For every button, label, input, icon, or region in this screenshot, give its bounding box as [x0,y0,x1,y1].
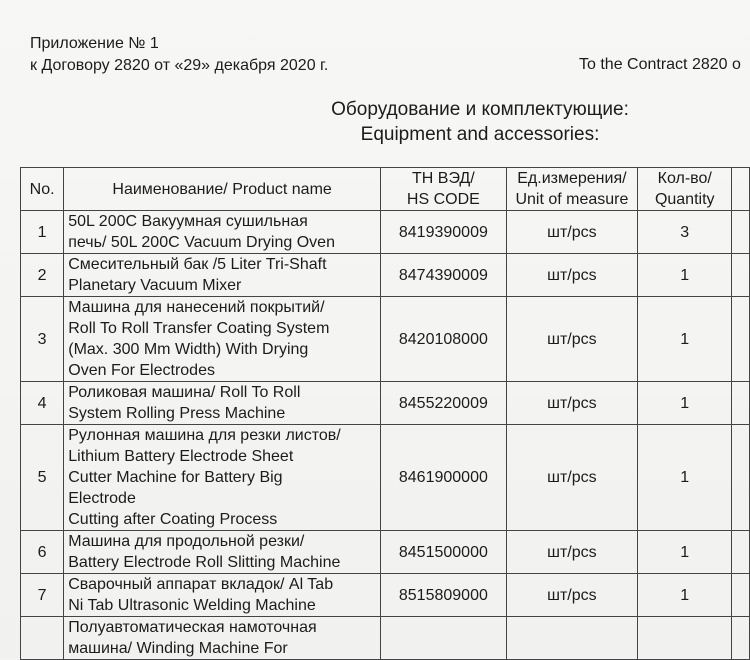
product-name-line: 50L 200C Вакуумная сушильная [68,213,308,230]
header-qty-line2: Quantity [654,191,715,208]
table-row [21,211,750,254]
product-name-line: Roll To Roll Transfer Coating System [68,320,330,337]
product-name [64,254,381,297]
header-extra [732,168,750,211]
extra-cell [732,531,750,574]
quantity: 3 [638,211,732,254]
table-body [21,211,750,660]
table-row [21,382,750,425]
table-row [21,254,750,297]
row-number: 5 [21,425,64,531]
header-hs-line2: HS CODE [406,191,480,208]
table-row [21,574,750,617]
extra-cell [732,617,750,660]
product-name-line: Lithium Battery Electrode Sheet [68,448,294,465]
hs-code: 8474390009 [380,254,506,297]
hs-code: 8455220009 [380,382,506,425]
unit-of-measure: шт/pcs [506,425,637,531]
extra-cell [732,297,750,382]
header-hs-code [380,168,506,211]
extra-cell [732,211,750,254]
quantity: 1 [638,574,732,617]
extra-cell [732,425,750,531]
quantity [638,617,732,660]
table-row [21,425,750,531]
header-quantity [638,168,732,211]
contract-reference: To the Contract 2820 o [579,56,741,73]
extra-cell [732,382,750,425]
unit-of-measure: шт/pcs [506,254,637,297]
product-name [64,531,381,574]
hs-code [380,617,506,660]
header-qty-line1: Кол-во/ [657,170,712,187]
product-name-line: Planetary Vacuum Mixer [68,277,242,294]
row-number: 2 [21,254,64,297]
product-name [64,574,381,617]
row-number: 6 [21,531,64,574]
appendix-line-1: Приложение № 1 [30,35,159,52]
product-name-line: Полуавтоматическая намоточная [68,619,317,636]
extra-cell [732,574,750,617]
unit-of-measure: шт/pcs [506,574,637,617]
hs-code: 8515809000 [380,574,506,617]
product-name-line: печь/ 50L 200C Vacuum Drying Oven [68,234,335,251]
product-name-line: машина/ Winding Machine For [68,640,288,657]
quantity: 1 [638,297,732,382]
unit-of-measure: шт/pcs [506,382,637,425]
product-name-line: Машина для нанесений покрытий/ [68,299,325,316]
extra-cell [732,254,750,297]
appendix-header [30,33,328,77]
header-hs-line1: ТН ВЭД/ [412,170,475,187]
title-en: Equipment and accessories: [360,124,600,145]
product-name-line: Ni Tab Ultrasonic Welding Machine [68,597,316,614]
product-name-line: System Rolling Press Machine [68,405,286,422]
product-name-line: Battery Electrode Roll Slitting Machine [68,554,341,571]
table-row [21,617,750,660]
product-name-line: Oven For Electrodes [68,362,215,379]
unit-of-measure [506,617,637,660]
product-name-line: Сварочный аппарат вкладок/ Al Tab [68,576,334,593]
row-number: 3 [21,297,64,382]
product-name [64,382,381,425]
product-name-line: Рулонная машина для резки листов/ [68,427,341,444]
table-row [21,531,750,574]
quantity: 1 [638,382,732,425]
quantity: 1 [638,531,732,574]
header-name: Наименование/ Product name [64,168,381,211]
product-name [64,211,381,254]
product-name [64,297,381,382]
hs-code: 8451500000 [380,531,506,574]
appendix-line-2: к Договору 2820 от «29» декабря 2020 г. [30,57,329,74]
row-number: 7 [21,574,64,617]
quantity: 1 [638,425,732,531]
document-title [300,97,660,147]
row-number: 1 [21,211,64,254]
product-name [64,425,381,531]
row-number: 4 [21,382,64,425]
unit-of-measure: шт/pcs [506,211,637,254]
unit-of-measure: шт/pcs [506,297,637,382]
header-unit-line1: Ед.измерения/ [517,170,627,187]
hs-code: 8461900000 [380,425,506,531]
product-name-line: Electrode [68,490,136,507]
table-row [21,297,750,382]
product-name-line: (Max. 300 Mm Width) With Drying [68,341,309,358]
title-ru: Оборудование и комплектующие: [331,99,629,120]
hs-code: 8419390009 [380,211,506,254]
product-name-line: Cutter Machine for Battery Big [68,469,283,486]
product-name-line: Cutting after Coating Process [68,511,278,528]
product-name-line: Смесительный бак /5 Liter Tri-Shaft [68,256,327,273]
table-header-row [21,168,750,211]
quantity: 1 [638,254,732,297]
header-unit-line2: Unit of measure [515,191,629,208]
product-name-line: Роликовая машина/ Roll To Roll [68,384,301,401]
product-name [64,617,381,660]
product-name-line: Машина для продольной резки/ [68,533,305,550]
unit-of-measure: шт/pcs [506,531,637,574]
row-number [21,617,64,660]
hs-code: 8420108000 [380,297,506,382]
header-no: No. [21,168,64,211]
equipment-table [20,167,750,660]
header-unit [506,168,637,211]
